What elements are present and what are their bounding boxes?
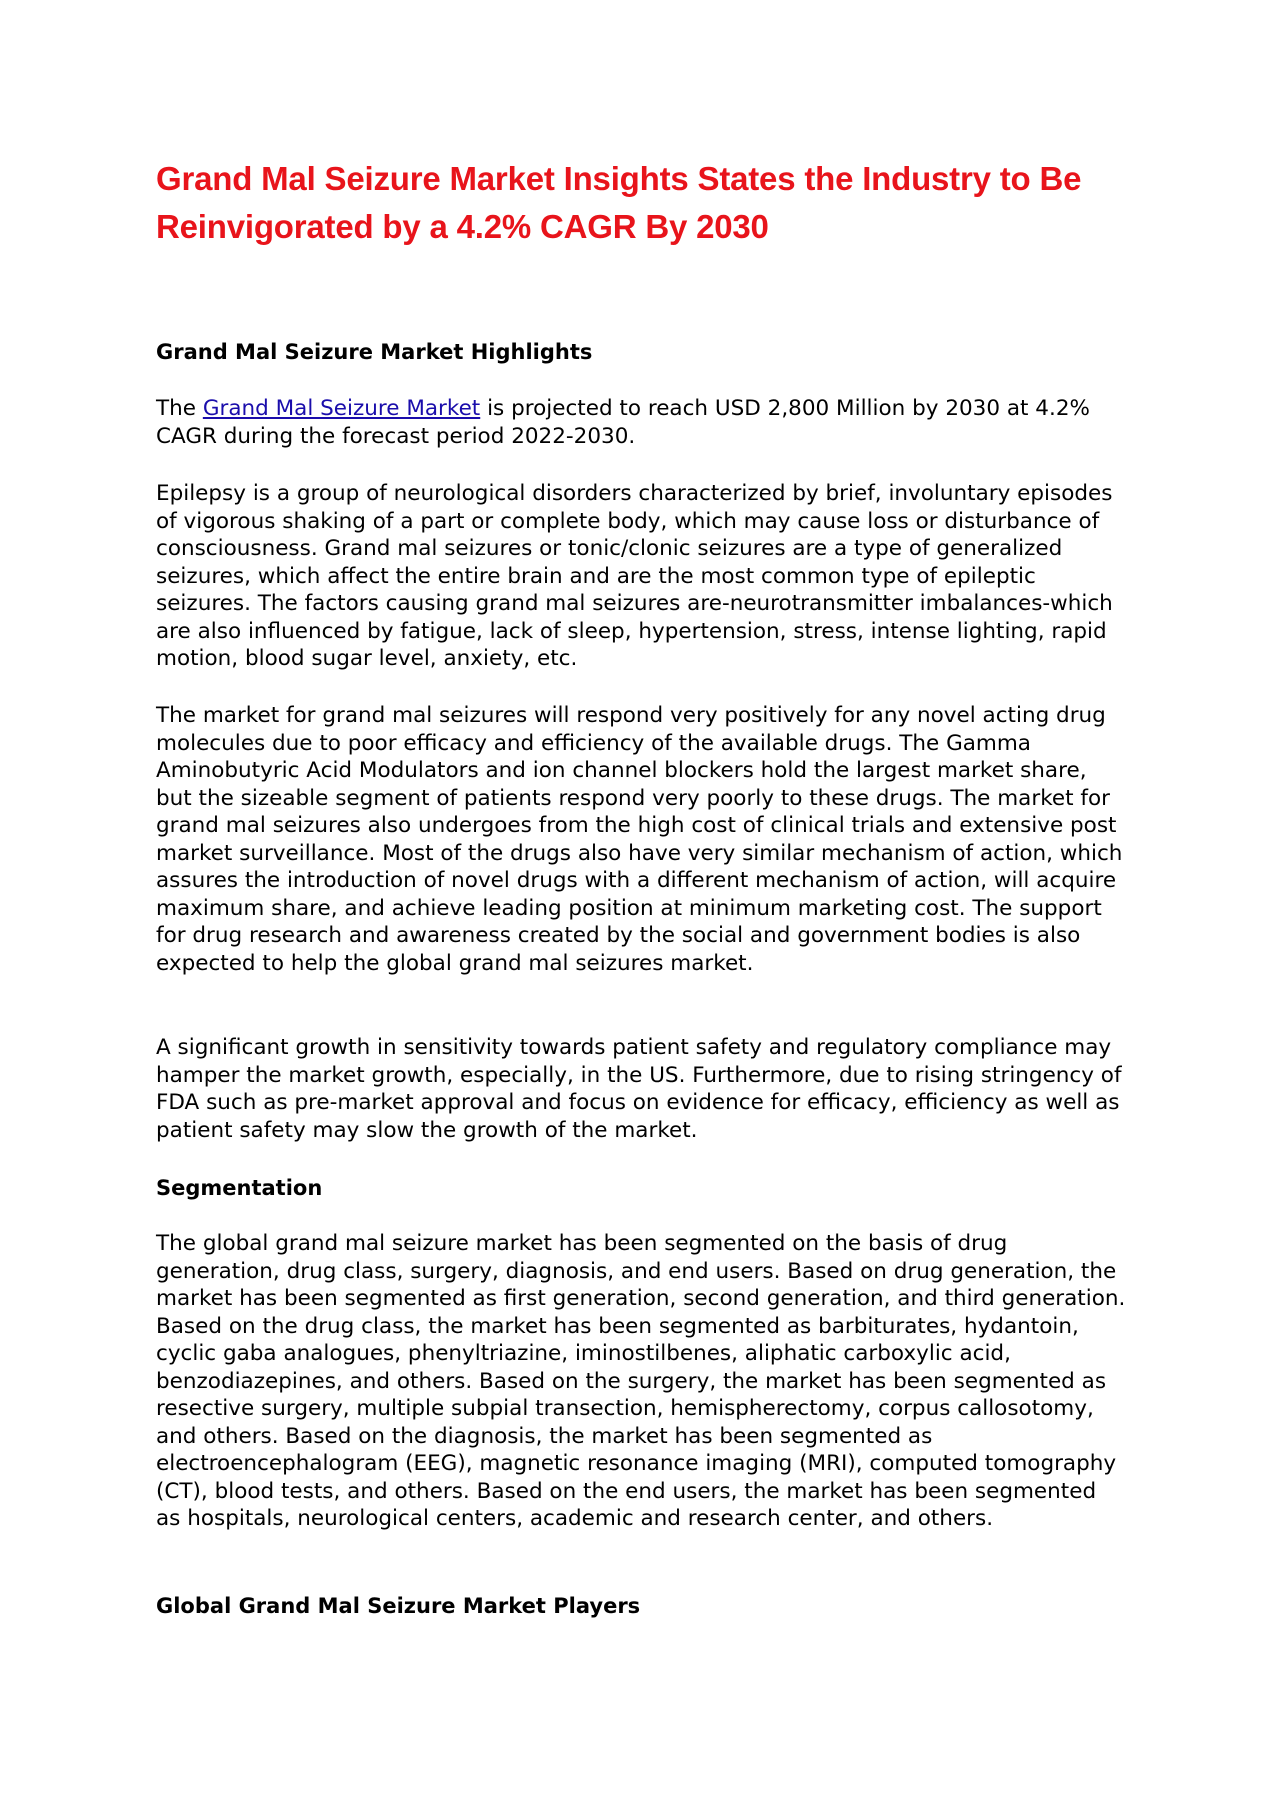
intro-suffix: is projected to reach USD 2,800 Million by 2030 at 4.2% CAGR during the forecast period 2022-2030.: [156, 396, 1090, 449]
segmentation-paragraph: The global grand mal seizure market has been segmented on the basis of drug generation, drug class, surgery, diagnosis, and end users. Based on drug generation, the market has been segmented as first generation, second generation, and third generation. Based on the drug class, the market has been segmented as barbiturates, hydantoin, cyclic gaba analogues, phenyltriazine, iminostilbenes, aliphatic carboxylic acid, benzodiazepines, and others. Based on the surgery, the market has been segmented as resective surgery, multiple subpial transection, hemispherectomy, corpus callosotomy, and others. Based on the diagnosis, the market has been segmented as electroencephalogram (EEG), magnetic resonance imaging (MRI), computed tomography (CT), blood tests, and others. Based on the end users, the market has been segmented as hospitals, neurological centers, academic and research center, and others.: [156, 1231, 1126, 1531]
players-heading: Global Grand Mal Seizure Market Players: [156, 1594, 641, 1618]
market-paragraph: The market for grand mal seizures will respond very positively for any novel acting drug molecules due to poor efficacy and efficiency of the available drugs. The Gamma Aminobutyric Acid Modulators and ion channel blockers hold the largest market share, but the sizeable segment of patients respond very poorly to these drugs. The market for grand mal seizures also undergoes from the high cost of clinical trials and extensive post market surveillance. Most of the drugs also have very similar mechanism of action, which assures the introduction of novel drugs with a different mechanism of action, will acquire maximum share, and achieve leading position at minimum marketing cost. The support for drug research and awareness created by the social and government bodies is also expected to help the global grand mal seizures market.: [156, 703, 1123, 976]
document-page: [156, 155, 1126, 1618]
epilepsy-paragraph: Epilepsy is a group of neurological disorders characterized by brief, involuntary episodes of vigorous shaking of a part or complete body, which may cause loss or disturbance of consciousness. Grand mal seizures or tonic/clonic seizures are a type of generalized seizures, which affect the entire brain and are the most common type of epileptic seizures. The factors causing grand mal seizures are-neurotransmitter imbalances-which are also influenced by fatigue, lack of sleep, hypertension, stress, intense lighting, rapid motion, blood sugar level, anxiety, etc.: [156, 481, 1113, 671]
intro-prefix: The: [156, 396, 203, 421]
intro-paragraph: [156, 395, 1126, 450]
market-link[interactable]: Grand Mal Seizure Market: [202, 396, 481, 421]
highlights-heading: Grand Mal Seizure Market Highlights: [156, 340, 593, 364]
segmentation-heading: Segmentation: [156, 1176, 323, 1200]
document-title: Grand Mal Seizure Market Insights States the Industry to Be Reinvigorated by a 4.2% CAGR By 2030: [156, 160, 1082, 245]
growth-paragraph: A significant growth in sensitivity towards patient safety and regulatory compliance may hamper the market growth, especially, in the US. Furthermore, due to rising stringency of FDA such as pre-market approval and focus on evidence for efficacy, efficiency as well as patient safety may slow the growth of the market.: [156, 1035, 1122, 1143]
